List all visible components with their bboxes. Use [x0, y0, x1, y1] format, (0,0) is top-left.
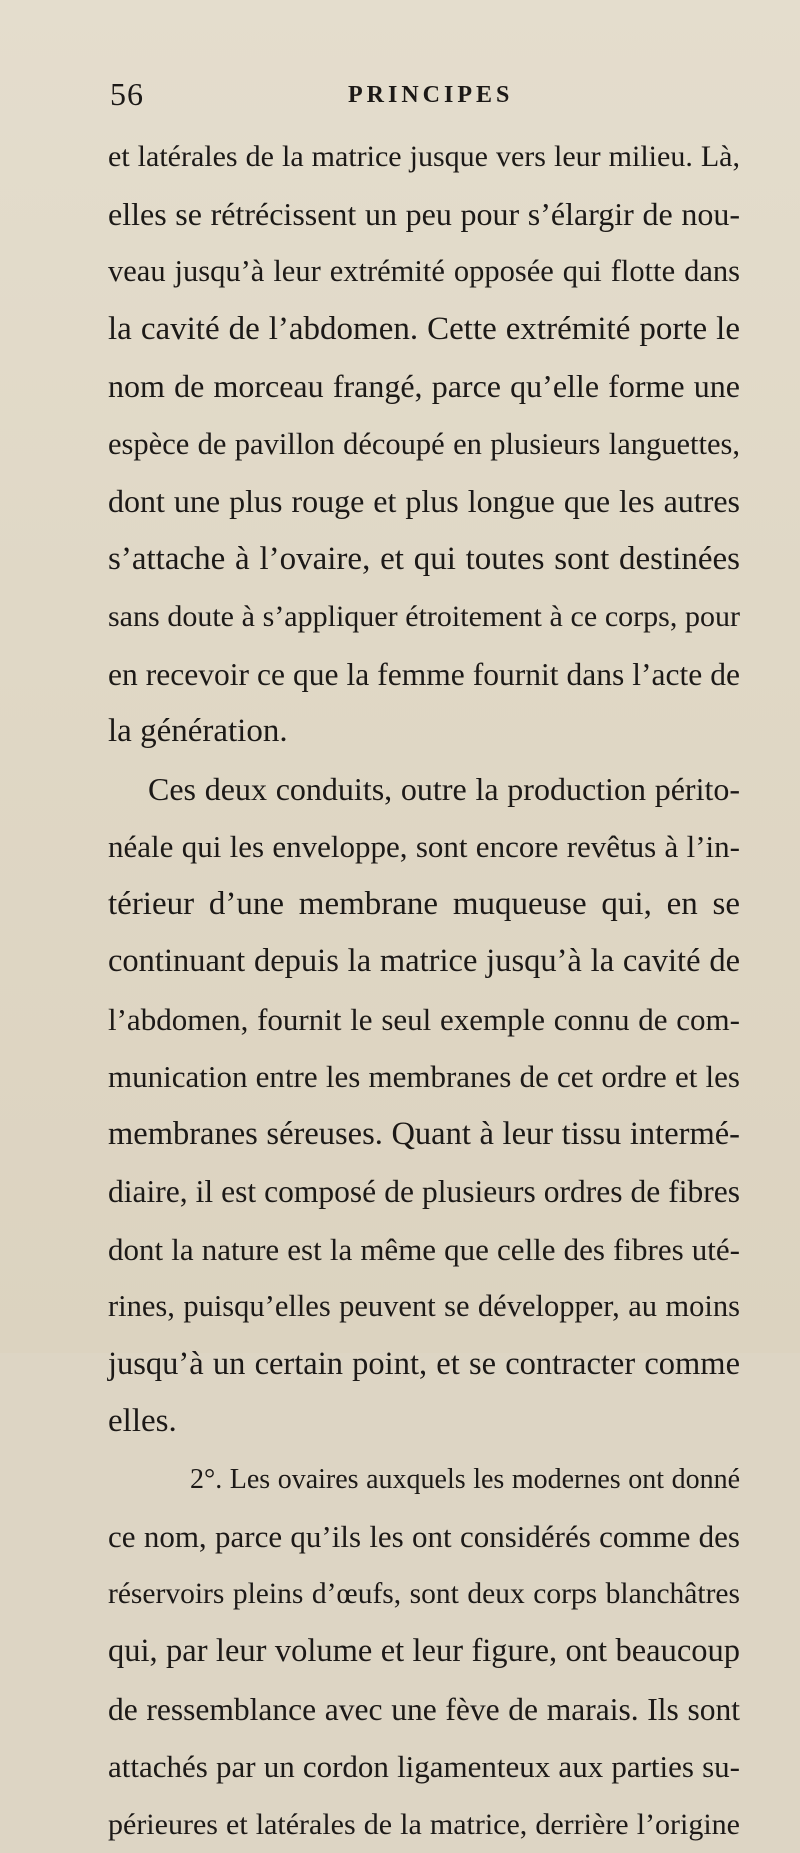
running-head: PRINCIPES [348, 82, 513, 109]
text-line: espèce de pavillon découpé en plusieurs languettes, [108, 416, 740, 474]
text-line: munication entre les membranes de cet ordre et les [108, 1048, 740, 1106]
page-header [110, 76, 740, 116]
paragraph-start-line: Ces deux conduits, outre la production périto- [108, 761, 740, 819]
text-line: diaire, il est composé de plusieurs ordres de fibres [108, 1163, 740, 1221]
text-line: qui, par leur volume et leur figure, ont beaucoup [108, 1623, 740, 1681]
text-line: jusqu’à un certain point, et se contracter comme [108, 1336, 740, 1394]
text-line: veau jusqu’à leur extrémité opposée qui flotte dans [108, 243, 740, 301]
text-line: sans doute à s’appliquer étroitement à ce corps, pour [108, 588, 740, 646]
text-line: continuant depuis la matrice jusqu’à la cavité de [108, 933, 740, 991]
paragraph-end-line: elles. [108, 1393, 740, 1451]
text-line: s’attache à l’ovaire, et qui toutes sont destinées [108, 531, 740, 589]
text-line: attachés par un cordon ligamenteux aux parties su- [108, 1738, 740, 1796]
text-line: la cavité de l’abdomen. Cette extrémité porte le [108, 301, 740, 359]
text-line: elles se rétrécissent un peu pour s’élargir de nou- [108, 186, 740, 244]
text-line: de ressemblance avec une fève de marais. Ils sont [108, 1681, 740, 1739]
page-number: 56 [110, 76, 144, 113]
body-text [108, 128, 740, 1853]
text-line: périeures et latérales de la matrice, derrière l’origine [108, 1796, 740, 1853]
text-line: l’abdomen, fournit le seul exemple connu de com- [108, 991, 740, 1049]
text-line: membranes séreuses. Quant à leur tissu intermé- [108, 1106, 740, 1164]
text-line: et latérales de la matrice jusque vers leur milieu. Là, [108, 128, 740, 186]
text-line: en recevoir ce que la femme fournit dans l’acte de [108, 646, 740, 704]
text-line: dont une plus rouge et plus longue que les autres [108, 473, 740, 531]
text-line: rines, puisqu’elles peuvent se développer, au moins [108, 1278, 740, 1336]
text-line: ce nom, parce qu’ils les ont considérés comme des [108, 1508, 740, 1566]
paragraph-end-line: la génération. [108, 703, 740, 761]
text-line: néale qui les enveloppe, sont encore revêtus à l’in- [108, 818, 740, 876]
text-line: térieur d’une membrane muqueuse qui, en se [108, 876, 740, 934]
text-line: réservoirs pleins d’œufs, sont deux corps blanchâtres [108, 1566, 740, 1624]
text-line: nom de morceau frangé, parce qu’elle forme une [108, 358, 740, 416]
paragraph-start-line: 2°. Les ovaires auxquels les modernes ont donné [108, 1451, 740, 1509]
text-line: dont la nature est la même que celle des fibres uté- [108, 1221, 740, 1279]
